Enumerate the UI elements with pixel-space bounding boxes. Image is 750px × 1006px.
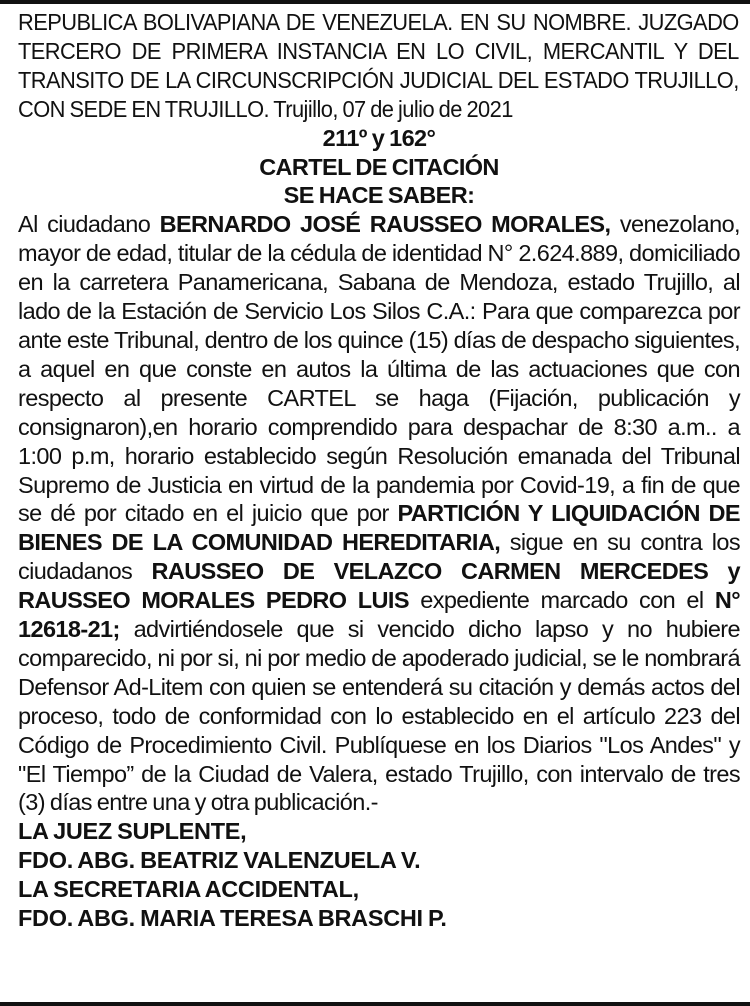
body-part-4: advirtiéndosele que si vencido dicho lapso y no hubiere comparecido, ni por si, ni por medio de apoderado judicial, se le nombrará Defensor Ad-Litem con quien se entenderá su citación y demás actos del proceso, todo de conformidad con lo establecido en el artículo 223 del Código de Procedimiento Civil. Publíquese en los Diarios "Los Andes" y "El Tiempo” de la Ciudad de Valera, estado Trujillo, con intervalo de tres (3) días entre una y otra publicación.- — [18, 616, 740, 816]
body-part-2: sigue en su contra los ciudadanos — [18, 529, 740, 585]
judge-title: LA JUEZ SUPLENTE, — [18, 818, 247, 845]
body-part-3: expediente marcado con el — [408, 587, 715, 614]
place-date: Trujillo, 07 de julio de 2021 — [273, 95, 513, 122]
secretary-name: FDO. ABG. MARIA TERESA BRASCHI P. — [18, 905, 447, 932]
judge-name: FDO. ABG. BEATRIZ VALENZUELA V. — [18, 847, 421, 874]
body-intro: Al ciudadano — [18, 211, 160, 238]
file-number: N° 12618-21; — [18, 587, 740, 643]
summoned-person: BERNARDO JOSÉ RAUSSEO MORALES, — [159, 211, 611, 238]
notice-title: CARTEL DE CITACIÓN — [259, 153, 499, 180]
body-part-1: venezolano, mayor de edad, titular de la cédula de identidad N° 2.624.889, domiciliado en la carretera Panamericana, Sabana de Mendoza, estado Trujillo, al lado de la Estación de Servicio Los Silos C.A.: Para que comparezca por ante este Tribunal, dentro de los quince (15) días de despacho siguientes, a aquel en que conste en autos la última de las actuaciones que con respecto al presente CARTEL se haga (Fijación, publicación y consignaron),en horario comprendido para despachar de 8:30 a.m.. a 1:00 p.m, horario establecido según Resolución emanada del Tribunal Supremo de Justicia en virtud de la pandemia por Covid-19, a fin de que se dé por citado en el juicio que por — [18, 211, 740, 527]
defendants: RAUSSEO DE VELAZCO CARMEN MERCEDES y RAUSSEO MORALES PEDRO LUIS — [18, 558, 741, 614]
secretary-title: LA SECRETARIA ACCIDENTAL, — [18, 876, 359, 903]
bottom-border — [0, 1002, 750, 1006]
court-name: REPUBLICA BOLIVAPIANA DE VENEZUELA. EN SU NOMBRE. JUZGADO TERCERO DE PRIMERA INSTANCIA EN LO CIVIL, MERCANTIL Y DEL TRANSITO DE LA CIRCUNSCRIPCIÓN JUDICIAL DEL ESTADO TRUJILLO, CON SEDE EN TRUJILLO. — [18, 9, 739, 122]
notice-body — [18, 210, 740, 817]
notice-subtitle: SE HACE SABER: — [283, 182, 475, 209]
case-type: PARTICIÓN Y LIQUIDACIÓN DE BIENES DE LA COMUNIDAD HEREDITARIA, — [18, 500, 741, 556]
top-border — [0, 0, 750, 4]
court-header — [18, 8, 739, 124]
years-line: 211º y 162° — [322, 124, 436, 151]
